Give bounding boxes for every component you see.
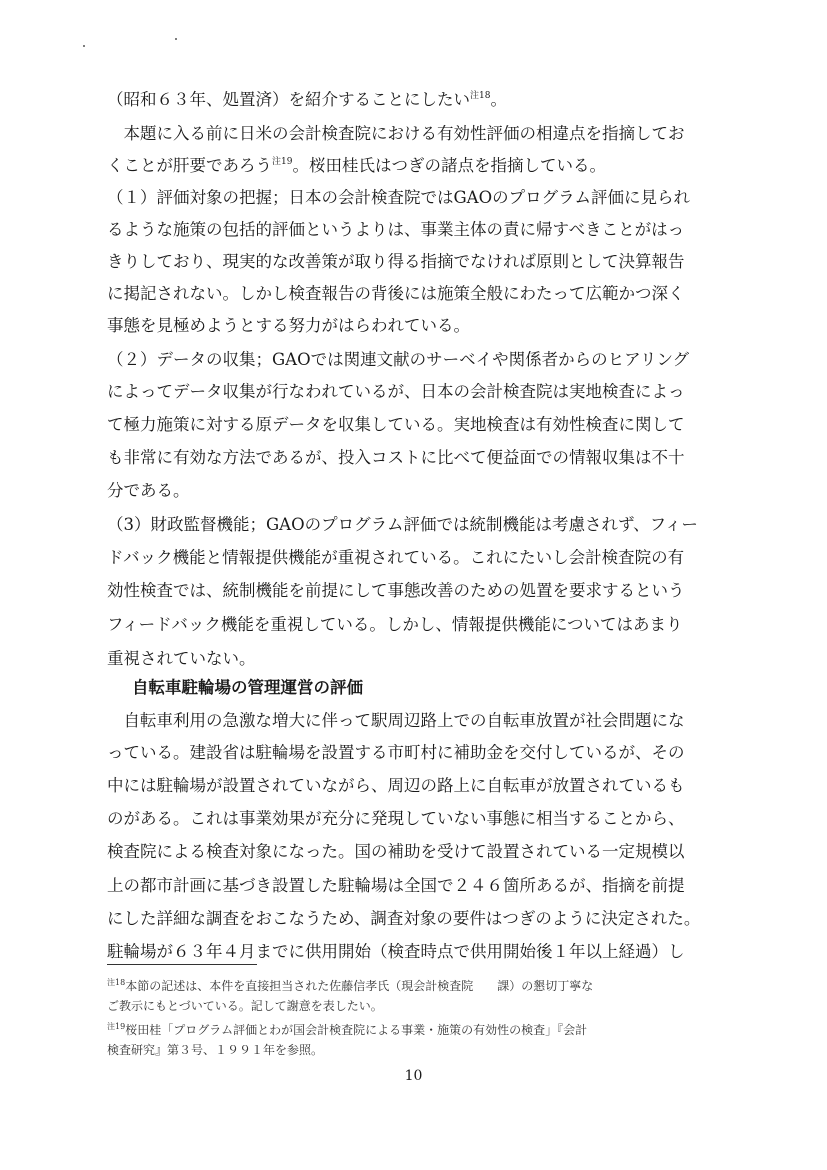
- page-number: 10: [404, 1068, 423, 1084]
- body-line: るような施策の包括的評価というよりは、事業主体の責に帰すべきことがはっ: [107, 220, 685, 239]
- footnote-line: $^{注18}$本節の記述は、本件を直接担当された佐藤信孝氏（現会計検査院 課）の懇切丁寧な: [107, 978, 594, 993]
- body-line: に掲記されない。しかし検査報告の背後には施策全般にわたって広範かつ深く: [107, 284, 685, 303]
- body-line: て極力施策に対する原データを収集している。実地検査は有効性検査に関して: [107, 415, 685, 434]
- body-line: くことが肝要であろう$^{注19}$。桜田桂氏はつぎの諸点を指摘している。: [107, 156, 606, 175]
- section-heading: 自転車駐輪場の管理運営の評価: [132, 678, 363, 697]
- footnote-line: 検査研究』第３号、１９９１年を参照。: [107, 1043, 324, 1057]
- body-line: 本題に入る前に日米の会計検査院における有効性評価の相違点を指摘してお: [107, 124, 685, 143]
- footnote-line: ご教示にもとづいている。記して謝意を表したい。: [107, 999, 383, 1013]
- section-line: にした詳細な調査をおこなうため、調査対象の要件はつぎのように決定された。: [107, 909, 701, 928]
- section-line: 自転車利用の急激な増大に伴って駅周辺路上での自転車放置が社会問題にな: [107, 711, 685, 730]
- section-line: 駐輪場が６３年４月までに供用開始（検査時点で供用開始後１年以上経過）し: [107, 942, 685, 961]
- scan-speck: [175, 38, 177, 40]
- body-line: （２）データの収集；GAOでは関連文献のサーベイや関係者からのヒアリング: [107, 350, 690, 369]
- body-line: によってデータ収集が行なわれているが、日本の会計検査院は実地検査によっ: [107, 382, 685, 401]
- body-line: 分である。: [107, 481, 190, 500]
- body-line: フィードバック機能を重視している。しかし、情報提供機能についてはあまり: [107, 615, 683, 634]
- body-line: 事態を見極めようとする努力がはらわれている。: [107, 316, 470, 335]
- body-line: きりしており、現実的な改善策が取り得る指摘でなければ原則として決算報告: [107, 252, 685, 271]
- section-line: 上の都市計画に基づき設置した駐輪場は全国で２４６箇所あるが、指摘を前提: [107, 876, 685, 895]
- section-line: のがある。これは事業効果が充分に発現していない事態に相当することから、: [107, 809, 685, 828]
- body-line: ドバック機能と情報提供機能が重視されている。これにたいし会計検査院の有: [107, 548, 685, 567]
- section-line: 中には駐輪場が設置されていながら、周辺の路上に自転車が放置されているも: [107, 776, 685, 795]
- body-line: 効性検査では、統制機能を前提にして事態改善のための処置を要求するという: [107, 581, 685, 600]
- body-line: （3）財政監督機能；GAOのプログラム評価では統制機能は考慮されず、フィー: [107, 515, 698, 534]
- footnote-rule: [107, 964, 257, 965]
- body-line: 重視されていない。: [107, 649, 256, 668]
- section-line: 検査院による検査対象になった。国の補助を受けて設置されている一定規模以: [107, 842, 685, 861]
- body-line: （昭和６３年、処置済）を紹介することにしたい$^{注18}$。: [107, 90, 507, 109]
- body-line: も非常に有効な方法であるが、投入コストに比べて便益面での情報収集は不十: [107, 448, 685, 467]
- scan-speck: [83, 45, 85, 47]
- footnote-line: $^{注19}$桜田桂「プログラム評価とわが国会計検査院による事業・施策の有効性の検査」『会計: [107, 1022, 588, 1037]
- body-line: （１）評価対象の把握；日本の会計検査院ではGAOのプログラム評価に見られ: [107, 188, 690, 207]
- section-line: っている。建設省は駐輪場を設置する市町村に補助金を交付しているが、その: [107, 743, 685, 762]
